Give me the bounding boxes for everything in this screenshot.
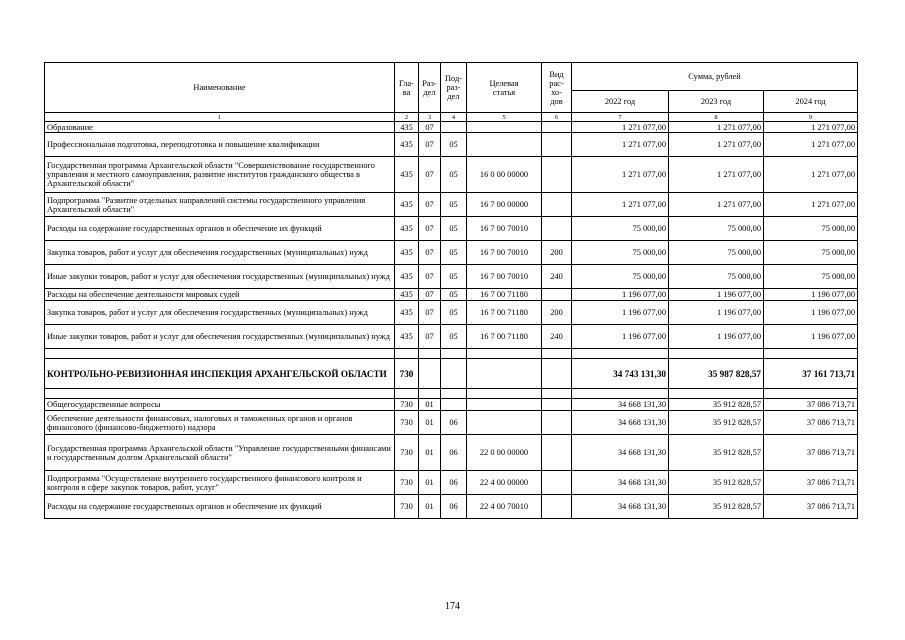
row-glava <box>395 389 419 399</box>
row-vid: 200 <box>542 241 572 265</box>
row-vid <box>542 435 572 471</box>
row-sum-2023: 1 271 077,00 <box>669 122 764 133</box>
row-sum-2024: 1 271 077,00 <box>764 133 858 157</box>
row-podrazdel <box>441 359 467 389</box>
header-vid: Вид рас- хо- дов <box>542 63 572 113</box>
row-sum-2023: 1 196 077,00 <box>669 289 764 301</box>
row-sum-2024: 37 086 713,71 <box>764 495 858 519</box>
row-podrazdel: 05 <box>441 217 467 241</box>
row-podrazdel: 05 <box>441 265 467 289</box>
row-sum-2024: 1 196 077,00 <box>764 325 858 349</box>
row-sum-2023: 75 000,00 <box>669 217 764 241</box>
row-sum-2023: 1 271 077,00 <box>669 133 764 157</box>
row-glava: 435 <box>395 325 419 349</box>
header-year-2024: 2024 год <box>764 91 858 113</box>
header-name: Наименование <box>45 63 395 113</box>
row-sum-2024: 37 086 713,71 <box>764 471 858 495</box>
row-tselevaya <box>467 122 542 133</box>
row-vid: 240 <box>542 325 572 349</box>
row-glava: 435 <box>395 289 419 301</box>
row-tselevaya <box>467 411 542 435</box>
header-tselevaya: Целевая статья <box>467 63 542 113</box>
table-row <box>45 241 858 265</box>
row-podrazdel: 06 <box>441 471 467 495</box>
column-number: 2 <box>395 113 419 122</box>
column-number: 3 <box>419 113 441 122</box>
row-name: Расходы на содержание государственных органов и обеспечение их функций <box>45 217 395 241</box>
row-name: Иные закупки товаров, работ и услуг для обеспечения государственных (муниципальных) нужд <box>45 265 395 289</box>
row-razdel: 01 <box>419 435 441 471</box>
row-vid <box>542 349 572 359</box>
row-podrazdel: 05 <box>441 133 467 157</box>
row-vid: 240 <box>542 265 572 289</box>
row-sum-2022: 1 271 077,00 <box>572 193 669 217</box>
row-sum-2023: 35 912 828,57 <box>669 435 764 471</box>
row-razdel: 07 <box>419 289 441 301</box>
row-razdel: 07 <box>419 133 441 157</box>
row-sum-2024: 37 161 713,71 <box>764 359 858 389</box>
header-podrazdel: Под- раз- дел <box>441 63 467 113</box>
row-podrazdel: 05 <box>441 241 467 265</box>
row-name: Обеспечение деятельности финансовых, налоговых и таможенных органов и органов финансового (финансово-бюджетного) надзора <box>45 411 395 435</box>
row-tselevaya: 16 7 00 70010 <box>467 265 542 289</box>
row-sum-2023: 75 000,00 <box>669 241 764 265</box>
row-tselevaya <box>467 359 542 389</box>
row-name: Расходы на содержание государственных органов и обеспечение их функций <box>45 495 395 519</box>
row-sum-2023: 75 000,00 <box>669 265 764 289</box>
page-number: 174 <box>445 601 460 612</box>
row-tselevaya: 16 7 00 70010 <box>467 241 542 265</box>
row-podrazdel: 05 <box>441 325 467 349</box>
row-razdel: 07 <box>419 157 441 193</box>
row-name: Подпрограмма "Развитие отдельных направлений системы государственного управления Архангельской области" <box>45 193 395 217</box>
row-tselevaya: 22 0 00 00000 <box>467 435 542 471</box>
row-sum-2024: 1 196 077,00 <box>764 301 858 325</box>
header-summa: Сумма, рублей <box>572 63 858 91</box>
row-glava: 435 <box>395 193 419 217</box>
row-tselevaya <box>467 133 542 157</box>
table-row <box>45 265 858 289</box>
table-row <box>45 157 858 193</box>
row-name: Закупка товаров, работ и услуг для обеспечения государственных (муниципальных) нужд <box>45 241 395 265</box>
header-razdel: Раз- дел <box>419 63 441 113</box>
row-sum-2023: 35 912 828,57 <box>669 411 764 435</box>
row-name: Подпрограмма "Осуществление внутреннего государственного финансового контроля и контроля в сфере закупок товаров, работ, услуг" <box>45 471 395 495</box>
row-tselevaya: 16 7 00 71180 <box>467 325 542 349</box>
row-razdel: 01 <box>419 411 441 435</box>
row-glava: 435 <box>395 265 419 289</box>
row-podrazdel: 06 <box>441 435 467 471</box>
column-number: 1 <box>45 113 395 122</box>
table-row <box>45 495 858 519</box>
table-row <box>45 359 858 389</box>
row-sum-2022: 1 196 077,00 <box>572 325 669 349</box>
row-sum-2024: 1 196 077,00 <box>764 289 858 301</box>
table-row <box>45 389 858 399</box>
row-podrazdel: 06 <box>441 495 467 519</box>
row-vid: 200 <box>542 301 572 325</box>
row-sum-2022: 1 271 077,00 <box>572 157 669 193</box>
row-tselevaya: 16 7 00 71180 <box>467 289 542 301</box>
column-numbers-row <box>45 113 858 122</box>
row-vid <box>542 399 572 411</box>
row-vid <box>542 133 572 157</box>
header-year-2023: 2023 год <box>669 91 764 113</box>
row-razdel: 07 <box>419 122 441 133</box>
row-sum-2023: 1 271 077,00 <box>669 157 764 193</box>
row-sum-2023: 35 912 828,57 <box>669 471 764 495</box>
row-glava: 730 <box>395 359 419 389</box>
row-glava: 730 <box>395 471 419 495</box>
row-razdel: 07 <box>419 241 441 265</box>
row-podrazdel: 06 <box>441 411 467 435</box>
row-razdel: 07 <box>419 193 441 217</box>
row-vid <box>542 289 572 301</box>
row-sum-2022 <box>572 389 669 399</box>
row-glava: 730 <box>395 411 419 435</box>
row-sum-2024: 75 000,00 <box>764 265 858 289</box>
row-glava: 435 <box>395 122 419 133</box>
row-sum-2022: 75 000,00 <box>572 241 669 265</box>
row-name: КОНТРОЛЬНО-РЕВИЗИОННАЯ ИНСПЕКЦИЯ АРХАНГЕЛЬСКОЙ ОБЛАСТИ <box>45 359 395 389</box>
row-podrazdel <box>441 122 467 133</box>
row-vid <box>542 359 572 389</box>
row-razdel: 01 <box>419 495 441 519</box>
row-sum-2022: 1 196 077,00 <box>572 301 669 325</box>
row-sum-2023: 1 271 077,00 <box>669 193 764 217</box>
row-sum-2024 <box>764 389 858 399</box>
row-vid <box>542 411 572 435</box>
row-tselevaya <box>467 349 542 359</box>
row-name: Закупка товаров, работ и услуг для обеспечения государственных (муниципальных) нужд <box>45 301 395 325</box>
row-vid <box>542 471 572 495</box>
row-sum-2024: 75 000,00 <box>764 241 858 265</box>
row-razdel: 01 <box>419 471 441 495</box>
row-name <box>45 389 395 399</box>
table-row <box>45 217 858 241</box>
row-tselevaya: 16 7 00 00000 <box>467 193 542 217</box>
row-podrazdel <box>441 399 467 411</box>
row-name: Образование <box>45 122 395 133</box>
row-razdel: 07 <box>419 265 441 289</box>
budget-table <box>44 62 858 519</box>
row-glava: 435 <box>395 241 419 265</box>
row-podrazdel <box>441 389 467 399</box>
column-number: 4 <box>441 113 467 122</box>
row-vid <box>542 389 572 399</box>
row-vid <box>542 122 572 133</box>
row-name: Общегосударственные вопросы <box>45 399 395 411</box>
row-vid <box>542 495 572 519</box>
row-vid <box>542 157 572 193</box>
row-name: Иные закупки товаров, работ и услуг для обеспечения государственных (муниципальных) нужд <box>45 325 395 349</box>
row-tselevaya <box>467 389 542 399</box>
row-sum-2024: 1 271 077,00 <box>764 157 858 193</box>
table-row <box>45 435 858 471</box>
row-podrazdel: 05 <box>441 289 467 301</box>
row-vid <box>542 193 572 217</box>
row-glava: 435 <box>395 133 419 157</box>
row-glava: 435 <box>395 157 419 193</box>
table-row <box>45 325 858 349</box>
row-razdel <box>419 389 441 399</box>
row-razdel: 07 <box>419 301 441 325</box>
row-tselevaya: 22 4 00 70010 <box>467 495 542 519</box>
table-row <box>45 471 858 495</box>
row-sum-2022: 34 668 131,30 <box>572 411 669 435</box>
row-sum-2022 <box>572 349 669 359</box>
row-name: Расходы на обеспечение деятельности мировых судей <box>45 289 395 301</box>
row-sum-2024: 37 086 713,71 <box>764 399 858 411</box>
row-sum-2022: 34 668 131,30 <box>572 435 669 471</box>
row-sum-2022: 75 000,00 <box>572 265 669 289</box>
row-sum-2022: 34 743 131,30 <box>572 359 669 389</box>
row-vid <box>542 217 572 241</box>
row-glava: 730 <box>395 495 419 519</box>
row-razdel <box>419 349 441 359</box>
row-sum-2024: 75 000,00 <box>764 217 858 241</box>
row-glava: 435 <box>395 217 419 241</box>
row-sum-2023: 35 987 828,57 <box>669 359 764 389</box>
row-sum-2022: 1 196 077,00 <box>572 289 669 301</box>
row-name: Профессиональная подготовка, переподготовка и повышение квалификации <box>45 133 395 157</box>
row-tselevaya: 16 0 00 00000 <box>467 157 542 193</box>
column-number: 9 <box>764 113 858 122</box>
row-sum-2024: 1 271 077,00 <box>764 122 858 133</box>
column-number: 7 <box>572 113 669 122</box>
row-razdel: 07 <box>419 217 441 241</box>
row-sum-2023: 1 196 077,00 <box>669 325 764 349</box>
row-name: Государственная программа Архангельской области "Совершенствование государственного управления и местного самоуправления, развитие институтов гражданского общества в Архангельской области" <box>45 157 395 193</box>
row-sum-2024 <box>764 349 858 359</box>
row-name: Государственная программа Архангельской области "Управление государственными финансами и государственным долгом Архангельской области" <box>45 435 395 471</box>
row-sum-2023 <box>669 389 764 399</box>
table-row <box>45 399 858 411</box>
row-tselevaya: 16 7 00 70010 <box>467 217 542 241</box>
row-sum-2022: 34 668 131,30 <box>572 471 669 495</box>
table-row <box>45 193 858 217</box>
row-razdel <box>419 359 441 389</box>
row-tselevaya: 22 4 00 00000 <box>467 471 542 495</box>
row-sum-2024: 37 086 713,71 <box>764 435 858 471</box>
row-razdel: 01 <box>419 399 441 411</box>
row-podrazdel: 05 <box>441 301 467 325</box>
row-tselevaya: 16 7 00 71180 <box>467 301 542 325</box>
row-name <box>45 349 395 359</box>
row-glava: 435 <box>395 301 419 325</box>
table-row <box>45 349 858 359</box>
header-glava: Гла- ва <box>395 63 419 113</box>
table-row <box>45 301 858 325</box>
table-row <box>45 411 858 435</box>
row-sum-2022: 34 668 131,30 <box>572 399 669 411</box>
row-podrazdel: 05 <box>441 193 467 217</box>
row-podrazdel <box>441 349 467 359</box>
table-body <box>45 122 858 519</box>
row-sum-2024: 37 086 713,71 <box>764 411 858 435</box>
row-sum-2022: 1 271 077,00 <box>572 133 669 157</box>
row-sum-2023 <box>669 349 764 359</box>
row-tselevaya <box>467 399 542 411</box>
column-number: 5 <box>467 113 542 122</box>
row-razdel: 07 <box>419 325 441 349</box>
table-row <box>45 133 858 157</box>
table-row <box>45 289 858 301</box>
row-glava: 730 <box>395 399 419 411</box>
row-glava: 730 <box>395 435 419 471</box>
column-number: 6 <box>542 113 572 122</box>
row-sum-2023: 1 196 077,00 <box>669 301 764 325</box>
row-sum-2022: 34 668 131,30 <box>572 495 669 519</box>
column-number: 8 <box>669 113 764 122</box>
row-sum-2022: 75 000,00 <box>572 217 669 241</box>
row-sum-2024: 1 271 077,00 <box>764 193 858 217</box>
row-sum-2022: 1 271 077,00 <box>572 122 669 133</box>
row-podrazdel: 05 <box>441 157 467 193</box>
row-sum-2023: 35 912 828,57 <box>669 495 764 519</box>
row-sum-2023: 35 912 828,57 <box>669 399 764 411</box>
header-year-2022: 2022 год <box>572 91 669 113</box>
table-row <box>45 122 858 133</box>
row-glava <box>395 349 419 359</box>
